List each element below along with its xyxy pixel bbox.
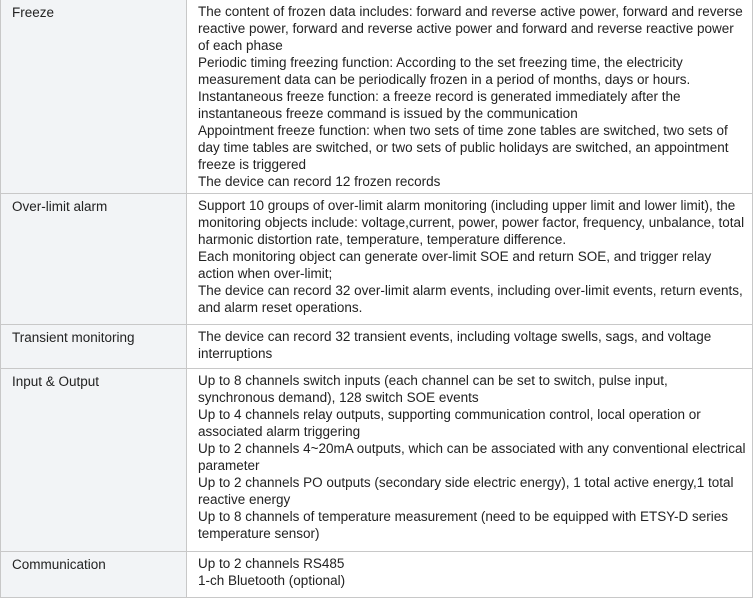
value-line: Up to 2 channels PO outputs (secondary side electric energy), 1 total active energy,1 total reactive energy: [198, 475, 734, 507]
table-row-input-output: [1, 369, 753, 552]
value-line: Instantaneous freeze function: a freeze record is generated immediately after the instantaneous freeze command is issued by the communication: [198, 89, 681, 121]
value-line: Periodic timing freezing function: According to the set freezing time, the electricity measurement data can be periodically frozen in a period of months, days or hours.: [198, 55, 691, 87]
row-label: Freeze: [1, 0, 187, 194]
row-value: [187, 369, 753, 552]
value-line: The device can record 12 frozen records: [198, 174, 441, 189]
value-line: 1-ch Bluetooth (optional): [198, 573, 346, 588]
table-row-transient-monitoring: [1, 325, 753, 369]
value-line: Up to 2 channels RS485: [198, 556, 345, 571]
table-row-freeze: [1, 0, 753, 194]
row-label: Communication: [1, 552, 187, 598]
value-line: The device can record 32 over-limit alarm events, including over-limit events, return events, and alarm reset operations.: [198, 283, 743, 315]
value-line: Up to 2 channels 4~20mA outputs, which can be associated with any conventional electrical parameter: [198, 441, 746, 473]
value-line: Each monitoring object can generate over-limit SOE and return SOE, and trigger relay action when over-limit;: [198, 249, 712, 281]
value-line: Appointment freeze function: when two sets of time zone tables are switched, two sets of day time tables are switched, or two sets of public holidays are switched, an appointment freeze is triggered: [198, 123, 729, 172]
row-label: Transient monitoring: [1, 325, 187, 369]
value-line: Support 10 groups of over-limit alarm monitoring (including upper limit and lower limit), the monitoring objects include: voltage,current, power, power factor, frequency, unbalance, total harmonic distortion rate, temperature, temperature difference.: [198, 198, 745, 247]
row-value: [187, 325, 753, 369]
row-value: [187, 552, 753, 598]
row-value: [187, 194, 753, 325]
table-row-over-limit-alarm: [1, 194, 753, 325]
value-line: Up to 8 channels switch inputs (each channel can be set to switch, pulse input, synchronous demand), 128 switch SOE events: [198, 373, 668, 405]
value-line: The device can record 32 transient events, including voltage swells, sags, and voltage interruptions: [198, 329, 712, 361]
row-label: Over-limit alarm: [1, 194, 187, 325]
value-line: The content of frozen data includes: forward and reverse active power, forward and reverse reactive power, forward and reverse active power and forward and reverse reactive power of each phase: [198, 4, 743, 53]
row-label: Input & Output: [1, 369, 187, 552]
row-value: [187, 0, 753, 194]
value-line: Up to 4 channels relay outputs, supporting communication control, local operation or associated alarm triggering: [198, 407, 701, 439]
table-row-communication: [1, 552, 753, 598]
value-line: Up to 8 channels of temperature measurement (need to be equipped with ETSY-D series temperature sensor): [198, 509, 729, 541]
